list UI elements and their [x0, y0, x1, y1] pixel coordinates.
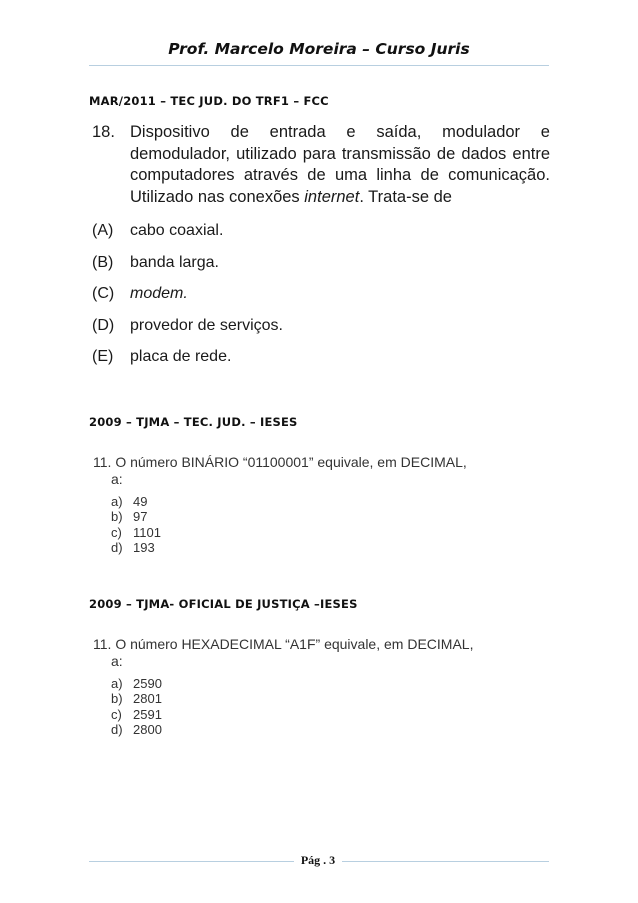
option-item	[92, 222, 552, 254]
option-letter: (A)	[92, 222, 114, 239]
option-letter: (C)	[92, 285, 115, 302]
option-letter: d)	[111, 539, 123, 555]
option-letter: b)	[111, 509, 123, 525]
option-list	[93, 676, 513, 737]
option-item	[93, 540, 513, 555]
option-text: 193	[133, 539, 155, 555]
question-block-3	[93, 636, 513, 737]
question-text-line: 11. O número HEXADECIMAL “A1F” equivale, em DECIMAL,	[93, 636, 474, 652]
option-letter: c)	[111, 524, 122, 540]
section-heading-3: 2009 – TJMA- OFICIAL DE JUSTIÇA –IESES	[89, 597, 358, 611]
question-text-line: a:	[111, 471, 123, 487]
question-block-2	[93, 454, 513, 555]
option-text: placa de rede.	[130, 348, 232, 365]
question-block-1	[92, 122, 552, 380]
option-text: modem.	[130, 285, 188, 302]
question-text-line: 11. O número BINÁRIO “01100001” equivale, em DECIMAL,	[93, 454, 467, 470]
page-number: Pág . 3	[300, 853, 336, 867]
option-letter: a)	[111, 676, 123, 691]
section-heading-2: 2009 – TJMA – TEC. JUD. – IESES	[89, 415, 298, 429]
option-item	[93, 509, 513, 524]
question-text-line: a:	[111, 653, 123, 669]
question-text-part: Dispositivo de entrada e saída, modulador e demodulador, utilizado para transmissão de dados entre computadores através de uma linha de comunicação. Utilizado nas conexões	[130, 123, 550, 206]
option-item	[93, 691, 513, 706]
option-item	[92, 285, 552, 317]
option-item	[92, 317, 552, 349]
option-letter: (B)	[92, 253, 114, 271]
question-text-italic: internet	[304, 187, 360, 206]
option-item	[93, 707, 513, 722]
option-text: provedor de serviços.	[130, 316, 283, 334]
option-text: 49	[133, 494, 148, 509]
option-item	[92, 254, 552, 286]
option-text: 2800	[133, 721, 162, 737]
option-text: 97	[133, 509, 148, 525]
option-letter: (E)	[92, 348, 114, 365]
section-heading-1: MAR/2011 – TEC JUD. DO TRF1 – FCC	[89, 94, 329, 108]
option-list	[93, 494, 513, 555]
option-letter: c)	[111, 706, 122, 722]
question-number: 18.	[92, 123, 115, 141]
question-stem	[93, 454, 513, 488]
option-text: 2591	[133, 706, 162, 722]
page-header-title: Prof. Marcelo Moreira – Curso Juris	[168, 40, 470, 58]
option-item	[93, 722, 513, 737]
option-letter: b)	[111, 691, 123, 707]
option-text: banda larga.	[130, 253, 219, 271]
question-text-part: . Trata-se de	[359, 187, 452, 206]
option-list	[92, 222, 552, 380]
question-text	[130, 122, 550, 208]
question-stem	[93, 636, 513, 670]
option-text: 2590	[133, 676, 162, 691]
option-letter: a)	[111, 494, 123, 509]
option-item	[93, 494, 513, 509]
option-letter: d)	[111, 721, 123, 737]
question-stem	[92, 122, 552, 208]
option-text: cabo coaxial.	[130, 222, 224, 239]
option-item	[93, 676, 513, 691]
option-letter: (D)	[92, 316, 115, 334]
option-item	[93, 525, 513, 540]
footer-divider-right	[342, 861, 549, 862]
footer-divider-left	[89, 861, 294, 862]
option-text: 2801	[133, 691, 162, 707]
header-divider	[89, 65, 549, 66]
option-item	[92, 348, 552, 380]
option-text: 1101	[133, 524, 161, 540]
